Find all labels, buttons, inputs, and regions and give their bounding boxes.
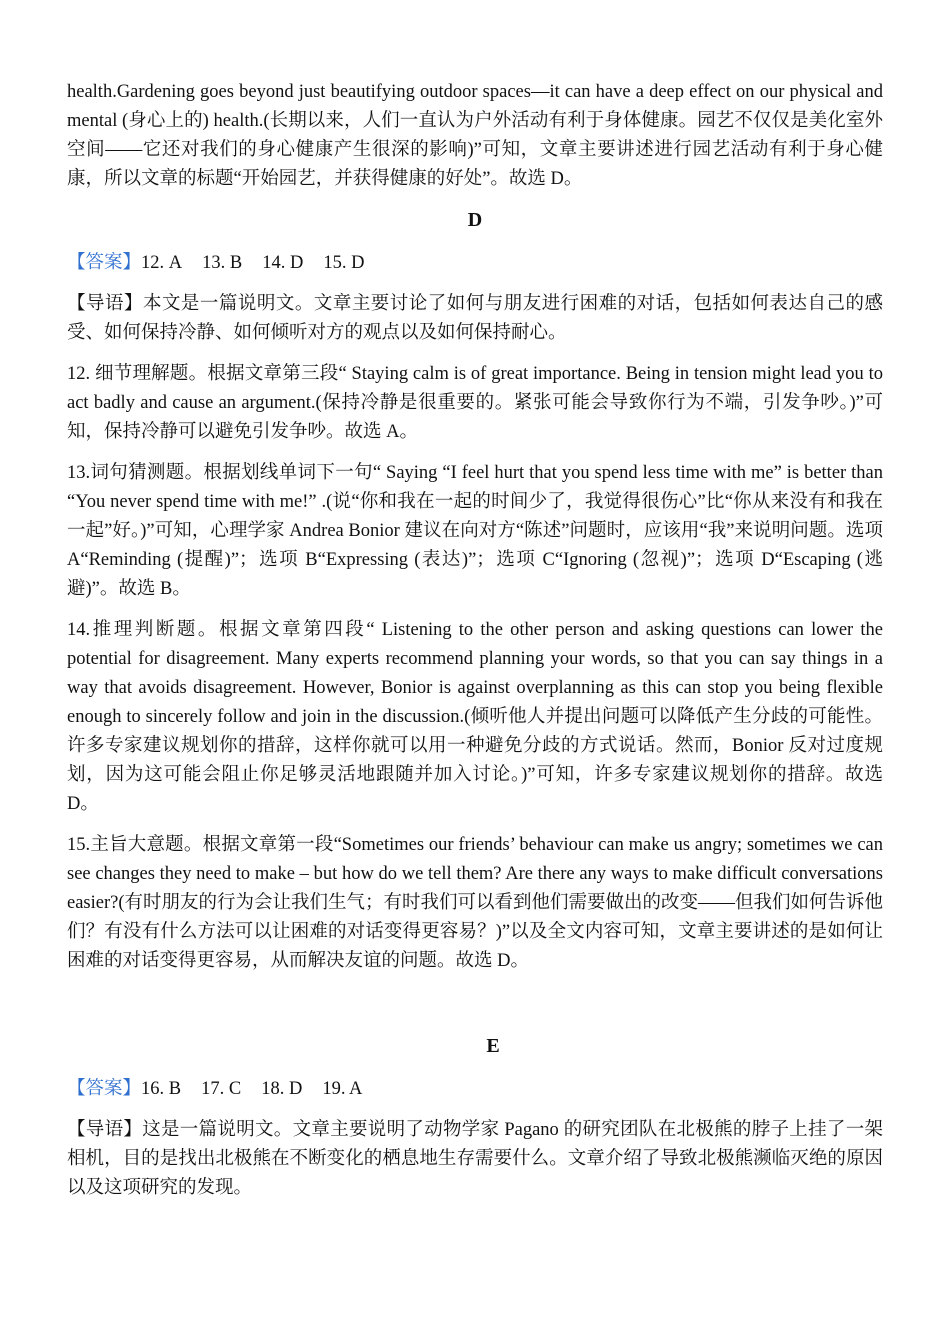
- question-15-explanation: 15.主旨大意题。根据文章第一段“Sometimes our friends’ behaviour can make us angry; sometimes we can see changes they need to make – but how do we tell them? Are there any ways to make difficult conversations easier?(有时朋友的行为会让我们生气；有时我们可以看到他们需要做出的改变——但我们如何告诉他们？有没有什么方法可以让困难的对话变得更容易？)”以及全文内容可知，文章主要讲述的是如何让困难的对话变得更容易，从而解决友谊的问题。故选 D。: [67, 835, 884, 971]
- answer-tag: 【答案】: [67, 1079, 142, 1099]
- answer-item: 15. D: [323, 253, 365, 273]
- answer-tag: 【答案】: [67, 253, 142, 273]
- answer-item: 12. A: [141, 253, 183, 273]
- section-e-answers: [67, 1075, 883, 1104]
- section-e-guide: 【导语】这是一篇说明文。文章主要说明了动物学家 Pagano 的研究团队在北极熊的脖子上挂了一架相机，目的是找出北极熊在不断变化的栖息地生存需要什么。文章介绍了导致北极熊濒临灭绝的原因以及这项研究的发现。: [67, 1120, 883, 1198]
- intro-paragraph: health.Gardening goes beyond just beautifying outdoor spaces—it can have a deep effect on our physical and mental (身心上的) health.(长期以来，人们一直认为户外活动有利于身体健康。园艺不仅仅是美化室外空间——它还对我们的身心健康产生很深的影响)”可知，文章主要讲述进行园艺活动有利于身心健康，所以文章的标题“开始园艺，并获得健康的好处”。故选 D。: [67, 82, 883, 189]
- section-d-heading: D: [467, 209, 483, 231]
- answer-item: 14. D: [262, 253, 304, 273]
- answer-item: 19. A: [322, 1079, 363, 1099]
- answer-item: 17. C: [201, 1079, 242, 1099]
- section-d-guide: 【导语】本文是一篇说明文。文章主要讨论了如何与朋友进行困难的对话，包括如何表达自己的感受、如何保持冷静、如何倾听对方的观点以及如何保持耐心。: [67, 294, 883, 343]
- document-page: [67, 78, 883, 1215]
- question-13-explanation: 13.词句猜测题。根据划线单词下一句“ Saying “I feel hurt that you spend less time with me” is better than “You never spend time with me!” .(说“你和我在一起的时间少了，我觉得很伤心”比“你从来没有和我在一起”好。)”可知，心理学家 Andrea Bonior 建议在向对方“陈述”问题时，应该用“我”来说明问题。选项 A“Reminding (提醒)”；选项 B“Expressing (表达)”；选项 C“Ignoring (忽视)”；选项 D“Escaping (逃避)”。故选 B。: [67, 463, 883, 599]
- answer-item: 13. B: [202, 253, 243, 273]
- answer-item: 16. B: [141, 1079, 182, 1099]
- question-14-explanation: 14.推理判断题。根据文章第四段“ Listening to the other person and asking questions can lower the potential for disagreement. Many experts recommend planning your words, so that you can say things in a way that avoids disagreement. However, Bonior is against overplanning as this can stop you being flexible enough to sincerely follow and join in the discussion.(倾听他人并提出问题可以降低产生分歧的可能性。许多专家建议规划你的措辞，这样你就可以用一种避免分歧的方式说话。然而，Bonior 反对过度规划，因为这可能会阻止你足够灵活地跟随并加入讨论。)”可知，许多专家建议规划你的措辞。故选 D。: [67, 620, 883, 814]
- answer-item: 18. D: [261, 1079, 303, 1099]
- section-e-heading: E: [486, 1035, 500, 1057]
- section-d-answers: [67, 249, 883, 278]
- question-12-explanation: 12. 细节理解题。根据文章第三段“ Staying calm is of great importance. Being in tension might lead you to act badly and cause an argument.(保持冷静是很重要的。紧张可能会导致你行为不端，引发争吵。)”可知，保持冷静可以避免引发争吵。故选 A。: [67, 364, 883, 442]
